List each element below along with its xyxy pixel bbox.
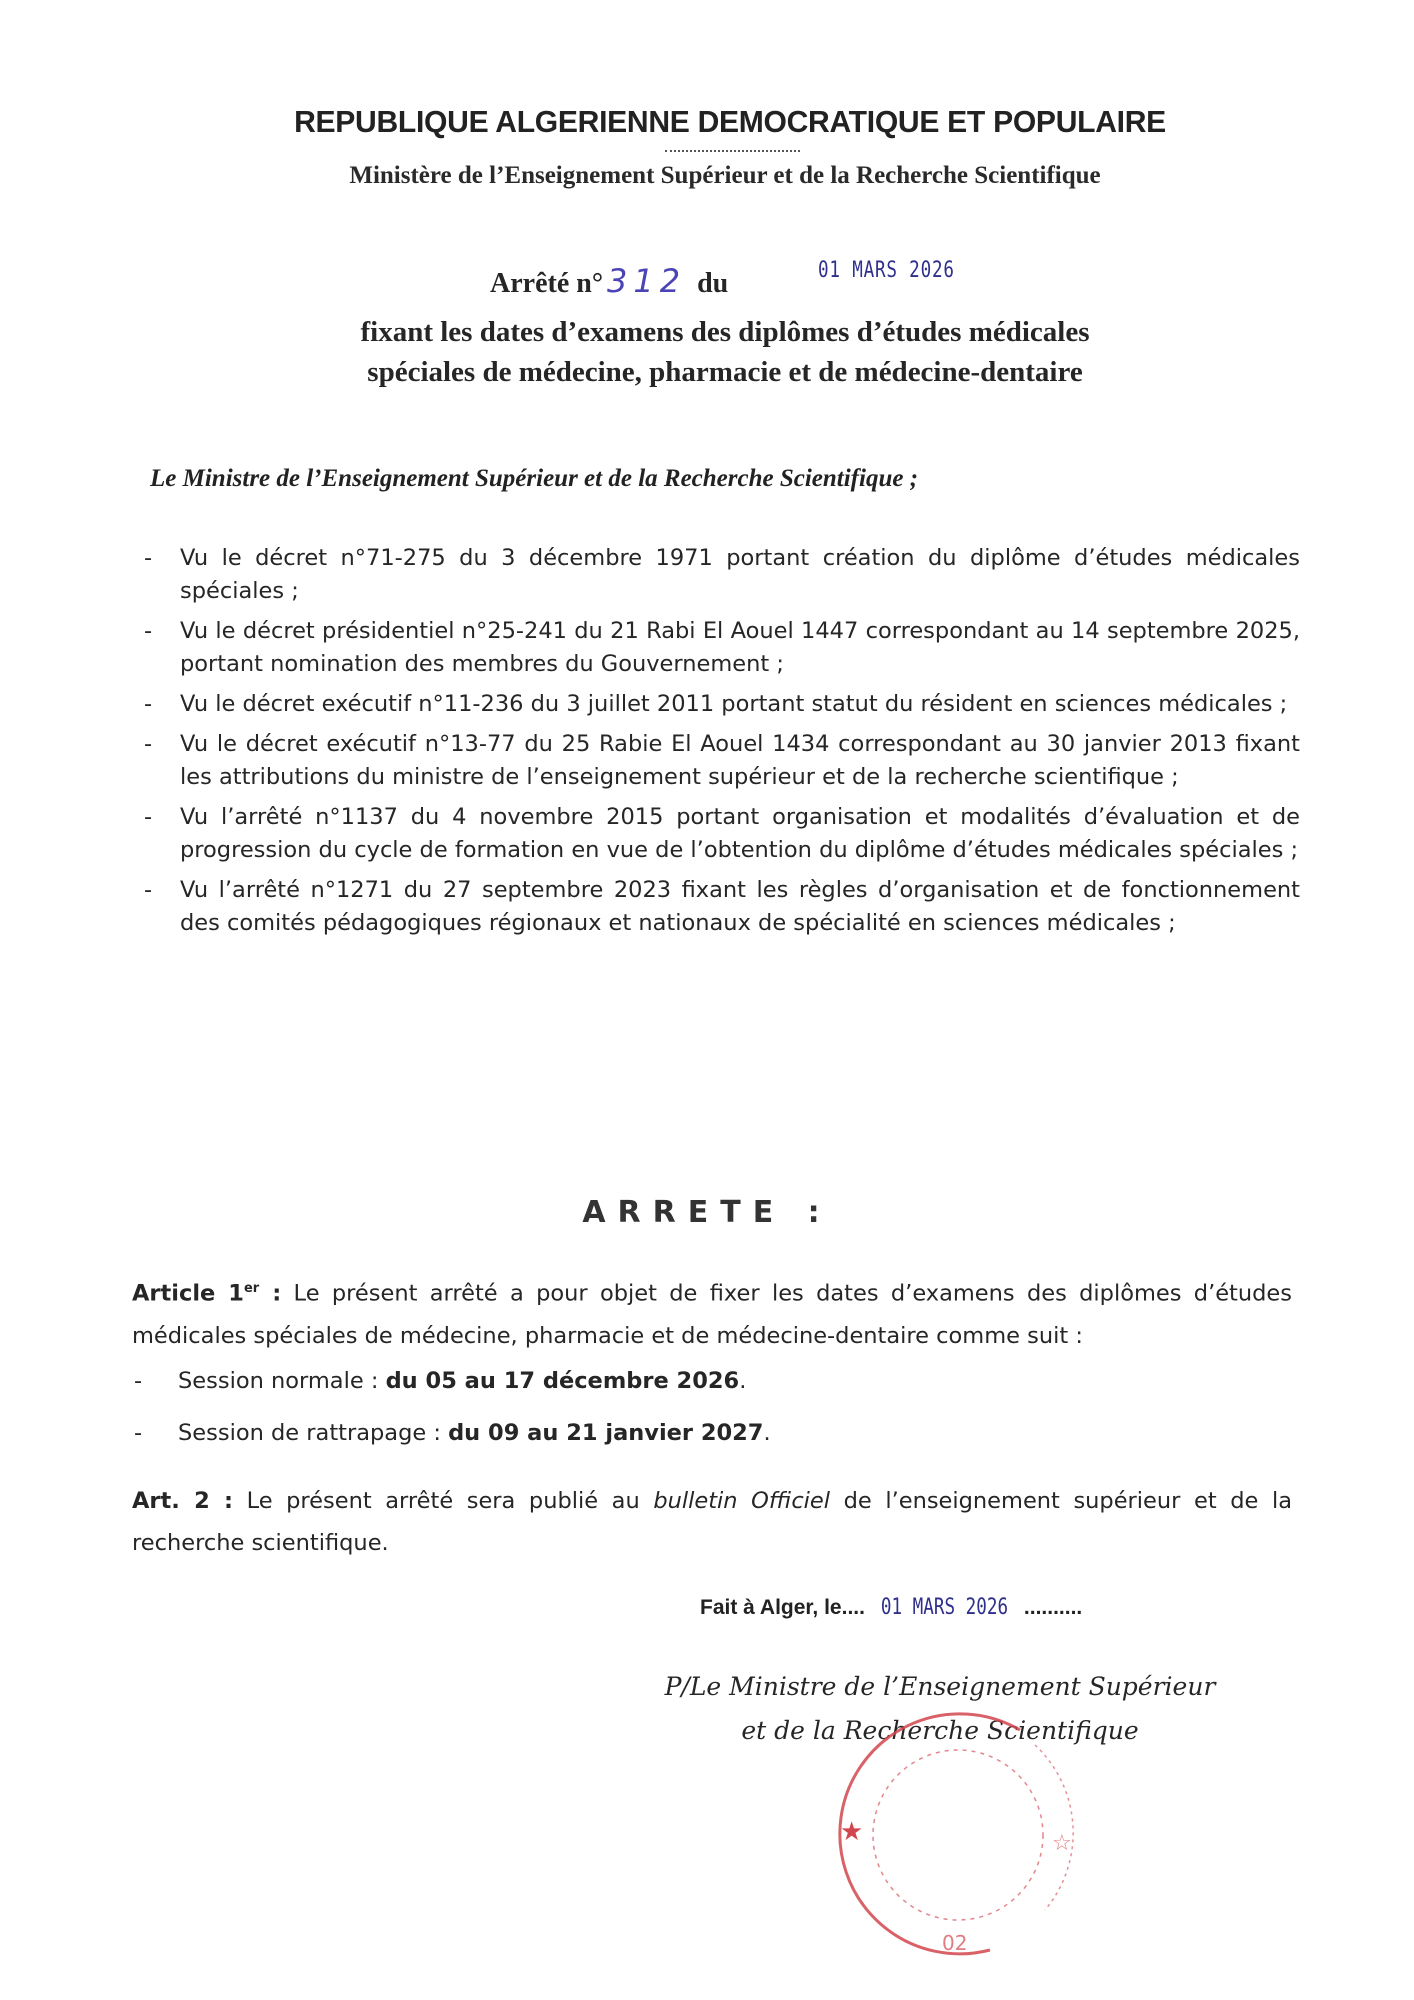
article-1-text: Le présent arrêté a pour objet de fixer les dates d’examens des diplômes d’études médicales spéciales de médecine, pharmacie et de médecine-dentaire comme suit : xyxy=(132,1280,1292,1349)
bullet-dash: - xyxy=(144,804,153,830)
signer-line1: P/Le Ministre de l’Enseignement Supérieur xyxy=(664,1672,1216,1701)
seal-outer-ring-right xyxy=(1035,1745,1073,1910)
session-dates: du 05 au 17 décembre 2026 xyxy=(385,1368,740,1394)
visa-item xyxy=(140,615,1300,681)
session-dates: du 09 au 21 janvier 2027 xyxy=(448,1420,764,1446)
bullet-dash: - xyxy=(144,731,153,757)
republic-title: REPUBLIQUE ALGERIENNE DEMOCRATIQUE ET POPULAIRE xyxy=(294,104,1166,139)
session-label: Session normale : xyxy=(178,1368,386,1394)
article-1-colon: : xyxy=(259,1280,282,1307)
decree-date-stamp: 01 MARS 2026 xyxy=(818,258,955,283)
fait-label: Fait à Alger, le.... xyxy=(700,1596,865,1619)
fait-dots: .......... xyxy=(1023,1596,1083,1619)
decree-subtitle-line2: spéciales de médecine, pharmacie et de médecine-dentaire xyxy=(367,356,1083,388)
seal-inner-ring xyxy=(873,1750,1043,1920)
seal-star-right-icon: ☆ xyxy=(1052,1831,1072,1856)
bullet-dash: - xyxy=(144,691,153,717)
decree-subtitle xyxy=(260,312,1190,392)
fait-a-alger xyxy=(700,1595,1082,1620)
minister-intro: Le Ministre de l’Enseignement Supérieur et de la Recherche Scientifique ; xyxy=(150,465,919,492)
visas-list xyxy=(140,542,1300,947)
arrete-heading: ARRETE : xyxy=(582,1195,832,1230)
decree-number-line xyxy=(490,262,728,300)
session-label: Session de rattrapage : xyxy=(178,1420,449,1446)
article-2-text-after: de l’enseignement supérieur et de la recherche scientifique. xyxy=(132,1488,1292,1556)
bullet-dash: - xyxy=(134,1368,143,1394)
article-2-text-before: Le présent arrêté sera publié au xyxy=(233,1488,654,1514)
official-seal xyxy=(820,1700,1090,1970)
decree-number: 312 xyxy=(607,262,687,300)
bullet-dash: - xyxy=(144,877,153,903)
seal-star-left-icon: ★ xyxy=(840,1817,864,1847)
visa-item xyxy=(140,728,1300,794)
seal-outer-ring xyxy=(840,1714,1020,1954)
ministry-name: Ministère de l’Enseignement Supérieur et de la Recherche Scientifique xyxy=(349,162,1101,189)
visa-text: Vu le décret présidentiel n°25-241 du 21 Rabi El Aouel 1447 correspondant au 14 septembre 2025, portant nomination des membres du Gouvernement ; xyxy=(180,618,1300,677)
decree-prefix: Arrêté n° xyxy=(490,268,604,299)
visa-item xyxy=(140,801,1300,867)
decree-du: du xyxy=(697,268,729,299)
bullet-dash: - xyxy=(144,545,153,571)
session-end: . xyxy=(739,1368,747,1394)
visa-text: Vu l’arrêté n°1271 du 27 septembre 2023 fixant les règles d’organisation et de fonctionnement des comités pédagogiques régionaux et nationaux de spécialité en sciences médicales ; xyxy=(180,877,1300,936)
article-1-label: Article 1 xyxy=(132,1280,244,1307)
article-1 xyxy=(132,1268,1292,1357)
article-2-label: Art. 2 : xyxy=(132,1488,233,1514)
visa-item xyxy=(140,542,1300,608)
visa-item xyxy=(140,688,1300,721)
fait-date-stamp: 01 MARS 2026 xyxy=(880,1595,1009,1620)
visa-text: Vu l’arrêté n°1137 du 4 novembre 2015 portant organisation et modalités d’évaluation et de progression du cycle de formation en vue de l’obtention du diplôme d’études médicales spéciales ; xyxy=(180,804,1300,863)
visa-text: Vu le décret n°71-275 du 3 décembre 1971 portant création du diplôme d’études médicales spéciales ; xyxy=(180,545,1300,604)
article-2-italic: bulletin Officiel xyxy=(653,1488,831,1514)
signer-line2: et de la Recherche Scientifique xyxy=(741,1716,1139,1745)
decree-subtitle-line1: fixant les dates d’examens des diplômes d’études médicales xyxy=(360,316,1090,348)
article-2 xyxy=(132,1480,1292,1564)
seal-number: 02 xyxy=(942,1931,968,1955)
session-rattrapage xyxy=(132,1420,771,1446)
header-separator xyxy=(665,150,800,152)
session-normale xyxy=(132,1368,746,1394)
visa-text: Vu le décret exécutif n°11-236 du 3 juillet 2011 portant statut du résident en sciences médicales ; xyxy=(180,691,1288,717)
bullet-dash: - xyxy=(144,618,153,644)
bullet-dash: - xyxy=(134,1420,143,1446)
visa-item xyxy=(140,874,1300,940)
session-end: . xyxy=(763,1420,771,1446)
article-1-sup: er xyxy=(243,1281,260,1296)
visa-text: Vu le décret exécutif n°13-77 du 25 Rabie El Aouel 1434 correspondant au 30 janvier 2013 fixant les attributions du ministre de l’enseignement supérieur et de la recherche scientifique ; xyxy=(180,731,1300,790)
